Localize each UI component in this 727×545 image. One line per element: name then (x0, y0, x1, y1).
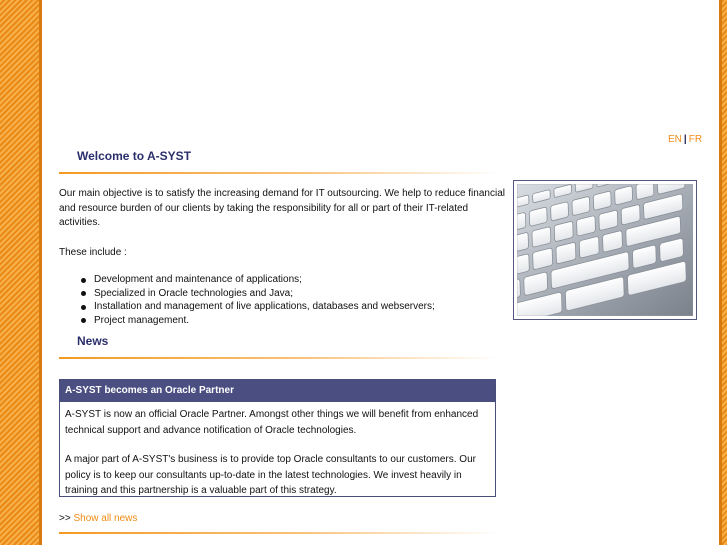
show-all-news-link[interactable]: Show all news (73, 513, 138, 524)
language-separator: | (683, 134, 687, 145)
show-all-news (59, 513, 137, 524)
right-decorative-stripe (719, 0, 727, 545)
list-item: Development and maintenance of applications; (94, 273, 511, 287)
list-item: Specialized in Oracle technologies and Java; (94, 287, 511, 301)
list-item: Installation and management of live applications, databases and webservers; (94, 300, 511, 314)
keyboard-image (517, 184, 693, 316)
welcome-paragraph: Our main objective is to satisfy the increasing demand for IT outsourcing. We help to reduce financial and resource burden of our clients by taking the responsibility for all or part of their IT-related activities. (59, 188, 505, 228)
news-divider (59, 357, 499, 359)
news-paragraph-1: A-SYST is now an official Oracle Partner. Amongst other things we will benefit from enhanced technical support and advance notification of Oracle technologies. (65, 409, 479, 436)
includes-label: These include : (59, 246, 127, 258)
welcome-divider (59, 172, 499, 174)
welcome-heading: Welcome to A-SYST (77, 149, 192, 163)
news-item-body (60, 402, 495, 499)
news-heading: News (77, 334, 109, 348)
keyboard-photo (513, 180, 697, 320)
language-switcher (668, 134, 702, 145)
services-list (59, 273, 511, 327)
footer-divider (59, 532, 499, 534)
language-en-link[interactable]: EN (668, 134, 682, 145)
news-paragraph-2: A major part of A-SYST's business is to provide top Oracle consultants to our customers. Our policy is to keep our consultants up-to-date in the latest technologies. We invest heavily in training and this partnership is a valuable part of this strategy. (65, 454, 476, 496)
news-item-title: A-SYST becomes an Oracle Partner (60, 380, 495, 402)
language-fr-link[interactable]: FR (688, 134, 703, 145)
news-item (59, 379, 496, 497)
show-all-prefix: >> (59, 513, 71, 524)
left-decorative-stripe (0, 0, 42, 545)
welcome-content (59, 187, 511, 327)
list-item: Project management. (94, 314, 511, 328)
